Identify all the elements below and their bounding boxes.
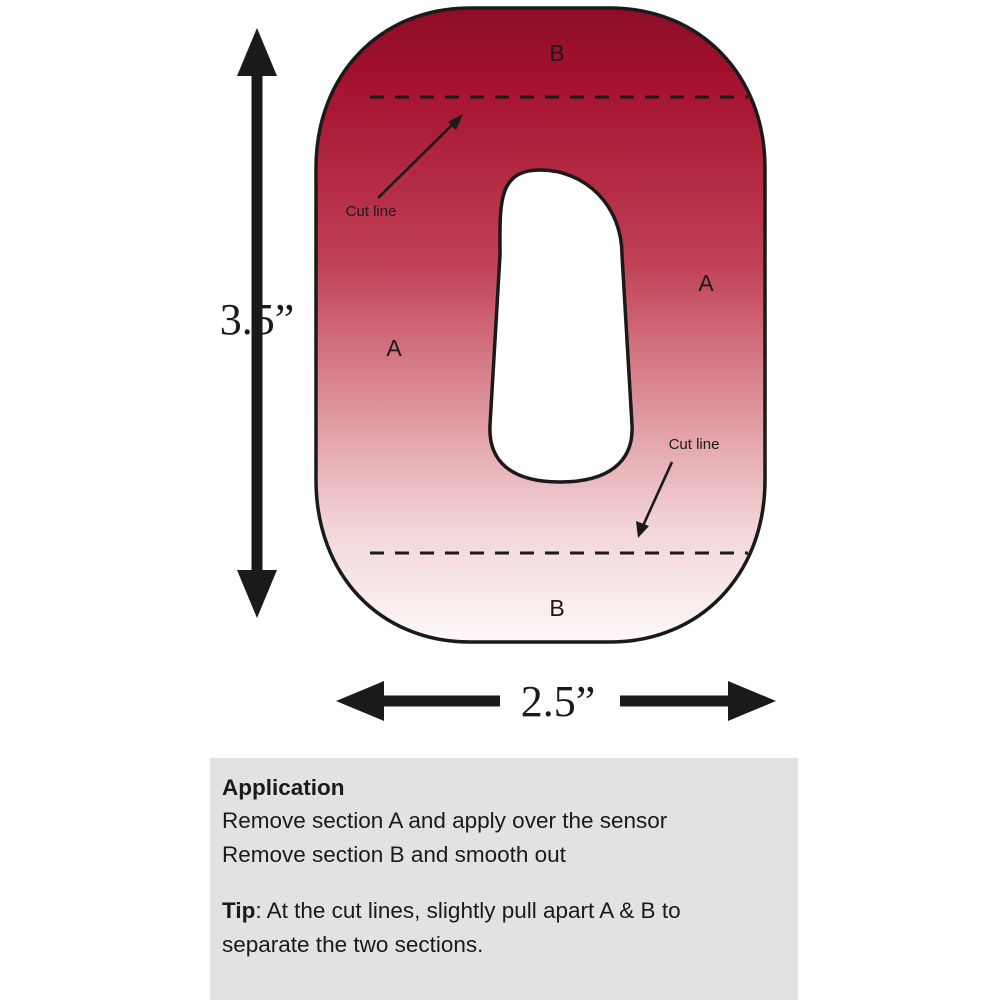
sensor-cutout bbox=[490, 170, 632, 482]
height-dimension-label: 3.5” bbox=[219, 295, 295, 344]
tip-text: : At the cut lines, slightly pull apart A & B to bbox=[255, 898, 681, 923]
label-section-b-bottom: B bbox=[549, 595, 565, 621]
instructions-line-2: Remove section B and smooth out bbox=[222, 842, 566, 867]
cut-line-bottom-label: Cut line bbox=[668, 436, 720, 453]
label-section-a-right: A bbox=[698, 270, 714, 296]
instructions-line-1: Remove section A and apply over the sensor bbox=[222, 808, 668, 833]
cut-line-top-label: Cut line bbox=[345, 203, 397, 220]
instructions-spacer bbox=[222, 872, 798, 894]
tip-label: Tip bbox=[222, 898, 256, 923]
instructions-heading: Application bbox=[222, 775, 345, 800]
patch-body bbox=[316, 8, 765, 642]
width-dimension-label: 2.5” bbox=[520, 677, 596, 726]
label-section-b-top: B bbox=[549, 40, 565, 66]
label-section-a-left: A bbox=[386, 335, 402, 361]
application-instructions-panel bbox=[210, 758, 798, 1000]
instructions-tip-line-1 bbox=[222, 894, 798, 928]
instructions-tip-line-2: separate the two sections. bbox=[222, 932, 484, 957]
